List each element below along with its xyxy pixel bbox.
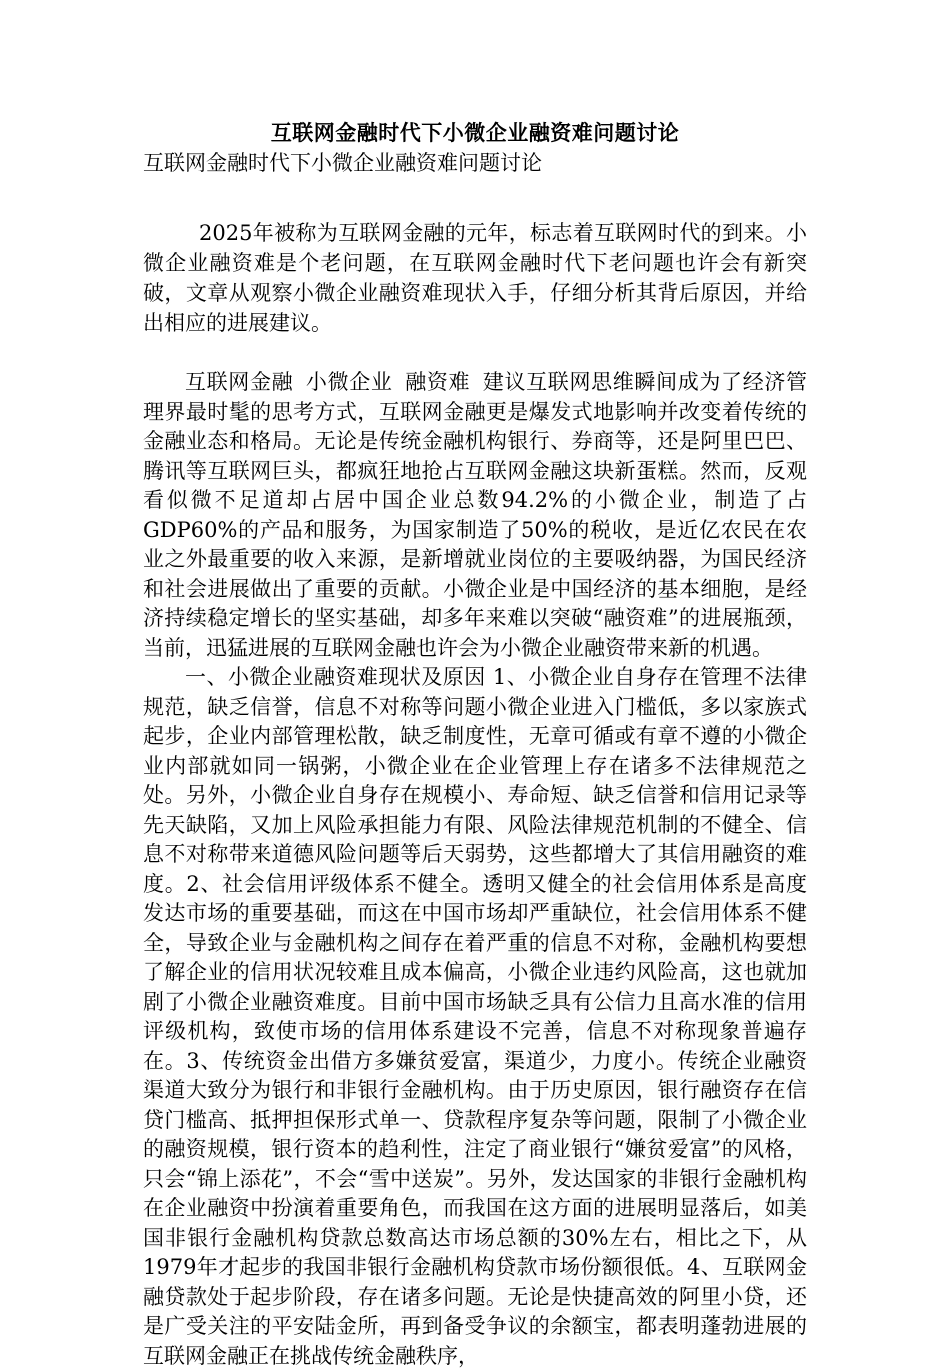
document-page xyxy=(143,118,807,1371)
abstract-paragraph: 2025年被称为互联网金融的元年，标志着互联网时代的到来。小微企业融资难是个老问题，在互联网金融时代下老问题也许会有新突破，文章从观察小微企业融资难现状入手，仔细分析其背后原因，并给出相应的进展建议。 xyxy=(143,221,807,335)
intro-text: 互联网思维瞬间成为了经济管理界最时髦的思考方式，互联网金融更是爆发式地影响并改变着传统的金融业态和格局。无论是传统金融机构银行、券商等，还是阿里巴巴、腾讯等互联网巨头，都疯狂地抢占互联网金融这块新蛋糕。然而，反观看似微不足道却占居中国企业总数94.2%的小微企业，制造了占GDP60%的产品和服务，为国家制造了50%的税收，是近亿农民在农业之外最重要的收入来源，是新增就业岗位的主要吸纳器，为国民经济和社会进展做出了重要的贡献。小微企业是中国经济的基本细胞，是经济持续稳定增长的坚实基础，却多年来难以突破“融资难”的进展瓶颈，当前，迅猛进展的互联网金融也许会为小微企业融资带来新的机遇。 xyxy=(143,370,808,660)
document-title: 互联网金融时代下小微企业融资难问题讨论 xyxy=(270,120,680,145)
section-1-paragraph: 一、小微企业融资难现状及原因 1、小微企业自身存在管理不法律规范，缺乏信誉，信息不对称等问题小微企业进入门槛低，多以家族式起步，企业内部管理松散，缺乏制度性，无章可循或有章不遵的小微企业内部就如同一锅粥，小微企业在企业管理上存在诸多不法律规范之处。另外，小微企业自身存在规模小、寿命短、缺乏信誉和信用记录等先天缺陷，又加上风险承担能力有限、风险法律规范机制的不健全、信息不对称带来道德风险问题等后天弱势，这些都增大了其信用融资的难度。2、社会信用评级体系不健全。透明又健全的社会信用体系是高度发达市场的重要基础，而这在中国市场却严重缺位，社会信用体系不健全，导致企业与金融机构之间存在着严重的信息不对称，金融机构要想了解企业的信用状况较难且成本偏高，小微企业违约风险高，这也就加剧了小微企业融资难度。目前中国市场缺乏具有公信力且高水准的信用评级机构，致使市场的信用体系建设不完善，信息不对称现象普遍存在。3、传统资金出借方多嫌贫爱富，渠道少，力度小。传统企业融资渠道大致分为银行和非银行金融机构。由于历史原因，银行融资存在信贷门槛高、抵押担保形式单一、贷款程序复杂等问题，限制了小微企业的融资规模，银行资本的趋利性，注定了商业银行“嫌贫爱富”的风格，只会“锦上添花”，不会“雪中送炭”。另外，发达国家的非银行金融机构在企业融资中扮演着重要角色，而我国在这方面的进展明显落后，如美国非银行金融机构贷款总数高达市场总额的30%左右，相比之下，从1979年才起步的我国非银行金融机构贷款市场份额很低。4、互联网金融贷款处于起步阶段，存在诸多问题。无论是快捷高效的阿里小贷，还是广受关注的平安陆金所，再到备受争议的余额宝，都表明蓬勃进展的互联网金融正在挑战传统金融秩序， xyxy=(143,665,807,1368)
keyword: 建议 xyxy=(482,370,527,394)
keyword: 小微企业 xyxy=(305,370,393,394)
intro-paragraph xyxy=(143,368,807,663)
document-subtitle: 互联网金融时代下小微企业融资难问题讨论 xyxy=(143,151,542,175)
keyword: 融资难 xyxy=(404,370,471,394)
keyword: 互联网金融 xyxy=(185,370,294,394)
